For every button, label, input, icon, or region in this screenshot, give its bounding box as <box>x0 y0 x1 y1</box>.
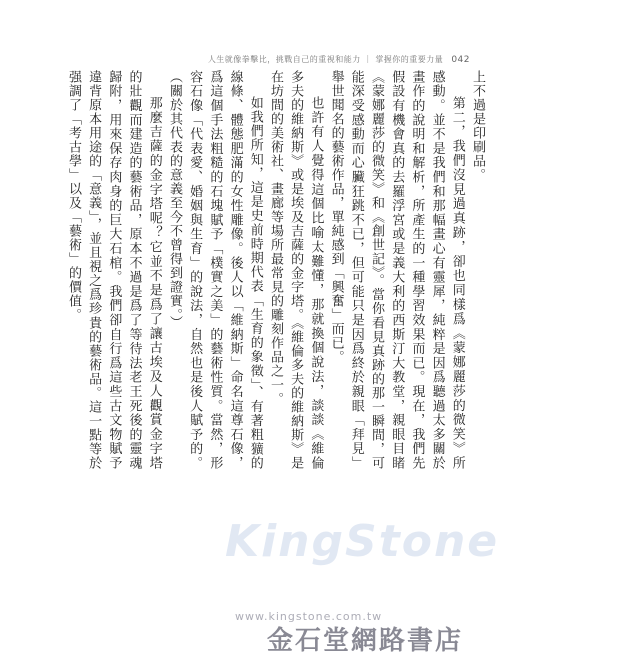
vertical-body-text <box>65 70 487 470</box>
paragraph: 如我們所知，這是史前時期代表「生育的象徵」、有著粗獷的線條、體態肥滿的女性雕像。後人以「維納斯」命名這尊石像，爲這個手法粗糙的石塊賦予「樸實之美」的藝術性質。當然，形容石像「代表愛、婚姻與生育」的說法，自然也是後人賦予的。（關於其代表的意義至今不曾得到證實。） <box>166 70 263 470</box>
page-number: 042 <box>451 55 470 65</box>
paragraph: 那麼吉薩的金字塔呢？它並不是爲了讓古埃及人觀賞金字塔的壯觀而建造的藝術品，原本不過是爲了等待法老王死後的靈魂歸附，用來保存肉身的巨大石棺。我們卻自行爲這些古文物賦予違背原本用途的「意義」，並且視之爲珍貴的藝術品。這一點等於强調了「考古學」以及「藝術」的價值。 <box>65 70 162 470</box>
watermark-url: www.kingstone.com.tw <box>235 610 383 623</box>
paragraph: 也許有人覺得這個比喻太難懂，那就換個說法，談談《維倫多夫的維納斯》或是埃及吉薩的金字塔。《維倫多夫的維納斯》是在坊間的美術社、畫廊等場所最常見的雕刻作品之一。 <box>267 70 324 470</box>
paragraph: 上不過是印刷品。 <box>470 70 485 182</box>
paragraph: 第二，我們沒見過真跡，卻也同樣爲《蒙娜麗莎的微笑》所感動。並不是我們和那幅畫心有靈犀，純粹是因爲聽過太多關於畫作的說明和解析，所產生的一種學習效果而已。現在，我們先假設有機會真的去羅浮宮或是義大利的西斯汀大教堂，親眼目睹《蒙娜麗莎的微笑》和《創世記》。當你看見真跡的那一瞬間，可能深受感動而心臟狂跳不已，但可能只是因爲終於親眼「拜見」舉世聞名的藝術作品，單純感到「興奮」而已。 <box>328 70 465 470</box>
header-subtitle: 掌握你的重要力量 <box>375 55 444 64</box>
watermark-logo: KingStone <box>225 516 500 567</box>
running-header <box>208 54 470 65</box>
header-separator: ｜ <box>363 55 373 64</box>
watermark <box>225 516 500 656</box>
header-title: 人生就像拳擊比，挑戰自己的重視和能力 <box>207 55 361 64</box>
watermark-chinese-name: 金石堂網路書店 <box>266 626 463 656</box>
